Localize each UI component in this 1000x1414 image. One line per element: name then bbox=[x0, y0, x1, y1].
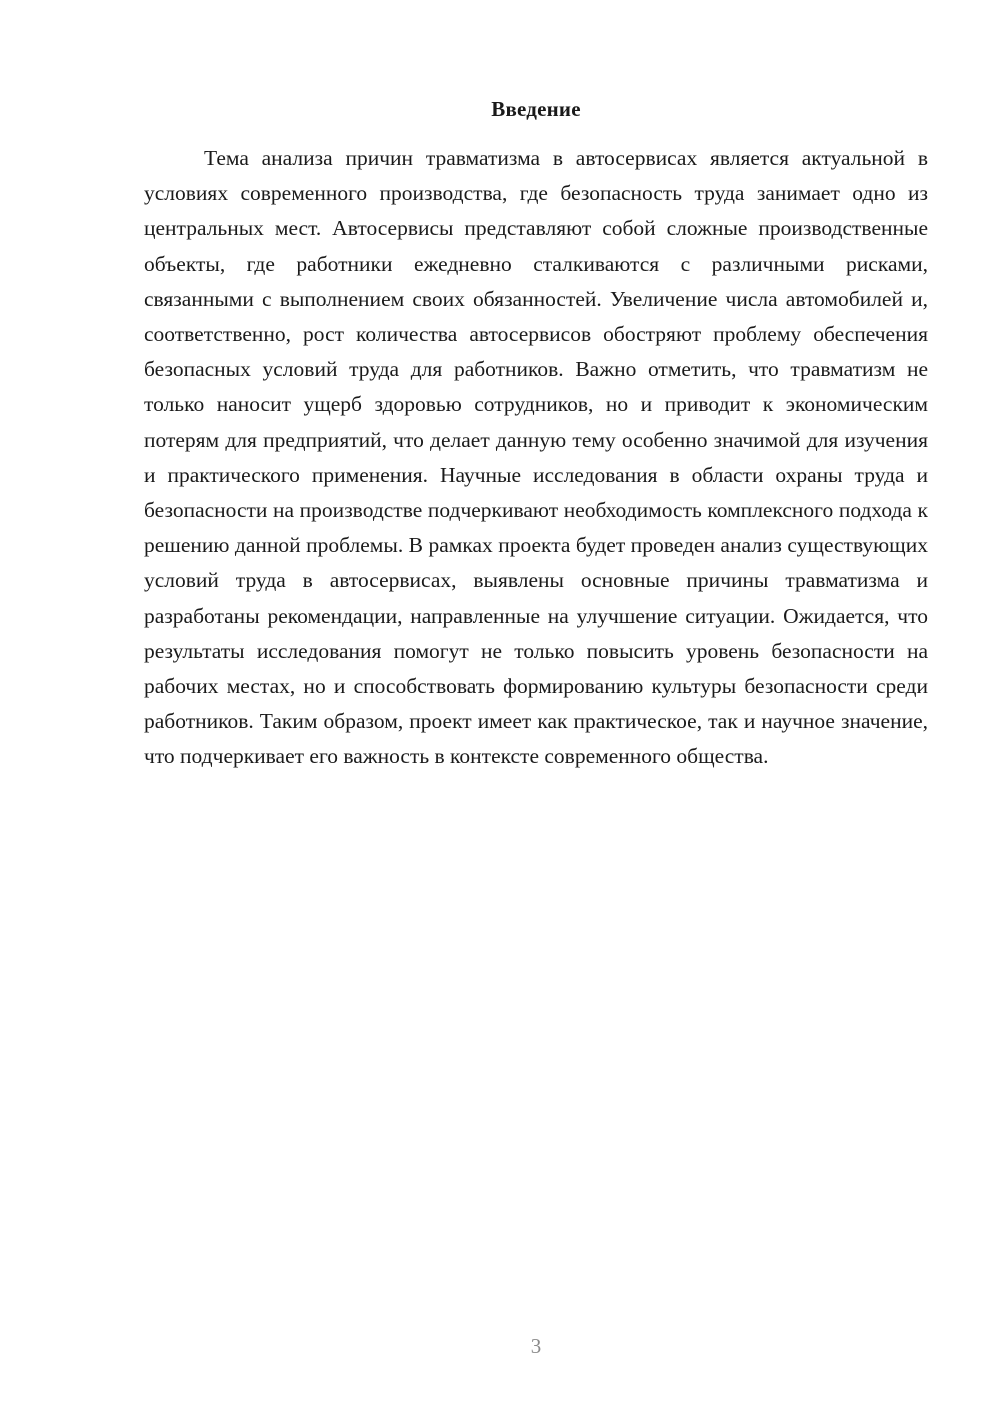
page-number: 3 bbox=[530, 1334, 542, 1358]
section-heading: Введение bbox=[491, 97, 581, 121]
body-paragraph: Тема анализа причин травматизма в автосервисах является актуальной в условиях современного производства, где безопасность труда занимает одно из центральных мест. Автосервисы представляют собой сложные производственные объекты, где работники ежедневно сталкиваются с различными рисками, связанными с выполнением своих обязанностей. Увеличение числа автомобилей и, соответственно, рост количества автосервисов обостряют проблему обеспечения безопасных условий труда для работников. Важно отметить, что травматизм не только наносит ущерб здоровью сотрудников, но и приводит к экономическим потерям для предприятий, что делает данную тему особенно значимой для изучения и практического применения. Научные исследования в области охраны труда и безопасности на производстве подчеркивают необходимость комплексного подхода к решению данной проблемы. В рамках проекта будет проведен анализ существующих условий труда в автосервисах, выявлены основные причины травматизма и разработаны рекомендации, направленные на улучшение ситуации. Ожидается, что результаты исследования помогут не только повысить уровень безопасности на рабочих местах, но и способствовать формированию культуры безопасности среди работников. Таким образом, проект имеет как практическое, так и научное значение, что подчеркивает его важность в контексте современного общества. bbox=[144, 146, 928, 769]
